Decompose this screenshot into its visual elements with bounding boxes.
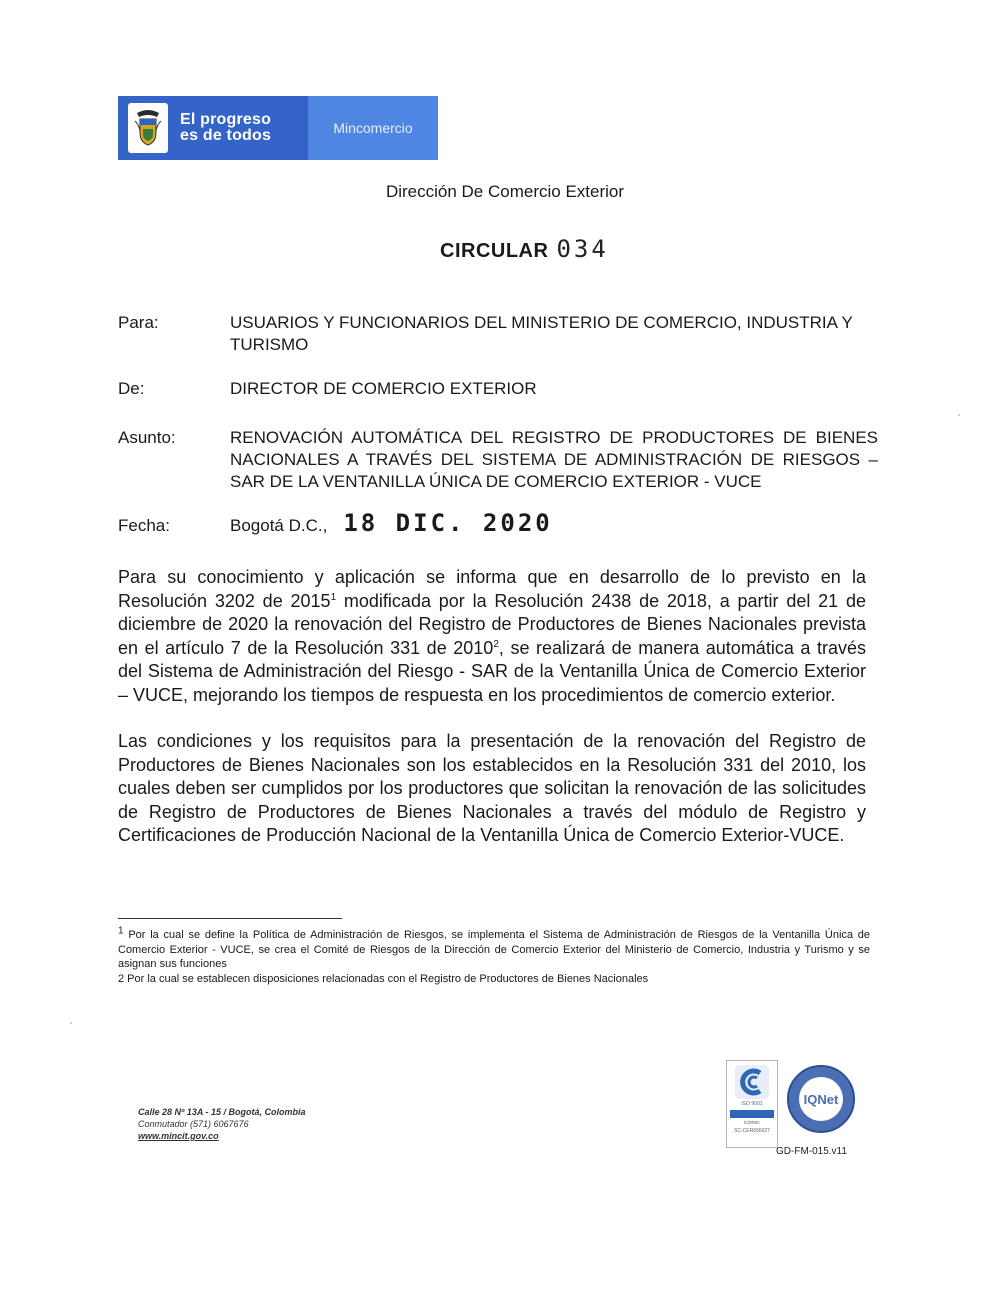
footnote-divider (118, 918, 342, 919)
paragraph-1-part-c: , se realizará de manera automática a través del Sistema de Administración del Riesgo - SAR de la Ventanilla Única de Comercio Exterior – VUCE, mejorando los tiempos de respuesta en los procedimientos de comercio exterior. (118, 637, 866, 705)
meta-asunto (118, 427, 878, 493)
paragraph-1-part-a: Para su conocimiento y aplicación se informa que en desarrollo de lo previsto en la Resolución 3202 de 2015 (118, 567, 866, 611)
ministry-label: Mincomercio (308, 96, 438, 160)
paragraph-1-part-b: modificada por la Resolución 2438 de 2018, a partir del 21 de diciembre de 2020 la renovación del Registro de Productores de Bienes Nacionales prevista en el artículo 7 de la Resolución 331 de 2010 (118, 590, 867, 658)
logo-slogan (180, 112, 271, 144)
government-logo (118, 96, 438, 160)
icontec-brand: icontec (744, 1120, 760, 1126)
icontec-code: SC-CER656627 (734, 1128, 770, 1134)
footnote-2: 2 Por la cual se establecen disposiciones relacionadas con el Registro de Productores de Bienes Nacionales (118, 972, 649, 985)
footnote-ref-2: 2 (493, 638, 499, 650)
coat-of-arms-icon (128, 103, 168, 153)
scan-speck (70, 1022, 72, 1024)
date-stamp: 18 DIC. 2020 (343, 509, 553, 537)
department-title: Dirección De Comercio Exterior (385, 182, 625, 201)
logo-slogan-block (118, 96, 308, 160)
slogan-line-2: es de todos (180, 127, 272, 144)
iqnet-certification (786, 1064, 856, 1134)
iqnet-seal-icon (786, 1064, 856, 1134)
meta-para (118, 312, 878, 356)
circular-label: CIRCULAR (440, 240, 549, 262)
slogan-line-1: El progreso (180, 111, 272, 128)
icontec-bar (730, 1110, 774, 1118)
fecha-label: Fecha: (118, 516, 170, 535)
iqnet-text: IQNet (803, 1092, 839, 1107)
fecha-value (230, 509, 878, 537)
asunto-label: Asunto: (118, 428, 176, 447)
para-label: Para: (118, 313, 159, 332)
address-line: Calle 28 Nº 13A - 15 / Bogotá, Colombia (138, 1107, 306, 1117)
para-value: USUARIOS Y FUNCIONARIOS DEL MINISTERIO DE COMERCIO, INDUSTRIA Y TURISMO (230, 313, 853, 354)
circular-heading (440, 235, 609, 263)
footnote-1-mark: 1 (118, 925, 124, 937)
body-paragraph-1 (118, 566, 866, 707)
de-label: De: (118, 379, 145, 398)
body-paragraph-2: Las condiciones y los requisitos para la presentación de la renovación del Registro de Productores de Bienes Nacionales son los establecidos en la Resolución 331 del 2010, los cuales deben ser cumplidos por los productores que solicitan la renovación de las solicitudes de Registro de Productores de Bienes Nacionales a través del módulo de Registro y Certificaciones de Producción Nacional de la Ventanilla Única de Comercio Exterior-VUCE. (118, 731, 866, 845)
meta-fecha (118, 509, 878, 537)
circular-number: 034 (556, 235, 609, 263)
form-code: GD-FM-015.v11 (776, 1146, 847, 1157)
meta-de (118, 378, 878, 400)
fecha-place: Bogotá D.C., (230, 516, 328, 535)
footnote-1 (118, 925, 870, 972)
website-link[interactable]: www.mincit.gov.co (138, 1131, 219, 1141)
footnotes (118, 925, 870, 986)
iso-label: ISO 9001 (741, 1101, 763, 1107)
footnote-1-text: Por la cual se define la Política de Administración de Riesgos, se implementa el Sistema de Administración de Riesgos de la Ventanilla Única de Comercio Exterior - VUCE, se crea el Comité de Riesgos de la Dirección de Comercio Exterior del Ministerio de Comercio, Industria y Turismo y se asignan sus funciones (118, 929, 870, 970)
de-value: DIRECTOR DE COMERCIO EXTERIOR (230, 379, 537, 398)
asunto-value: RENOVACIÓN AUTOMÁTICA DEL REGISTRO DE PRODUCTORES DE BIENES NACIONALES A TRAVÉS DEL SISTEMA DE ADMINISTRACIÓN DE RIESGOS – SAR DE LA VENTANILLA ÚNICA DE COMERCIO EXTERIOR - VUCE (230, 428, 878, 491)
footnote-ref-1: 1 (330, 591, 337, 603)
icontec-logo-icon (735, 1065, 769, 1099)
icontec-certification (726, 1060, 778, 1148)
scan-speck (958, 414, 960, 416)
footer-address (138, 1106, 306, 1142)
phone-line: Conmutador (571) 6067676 (138, 1119, 249, 1129)
